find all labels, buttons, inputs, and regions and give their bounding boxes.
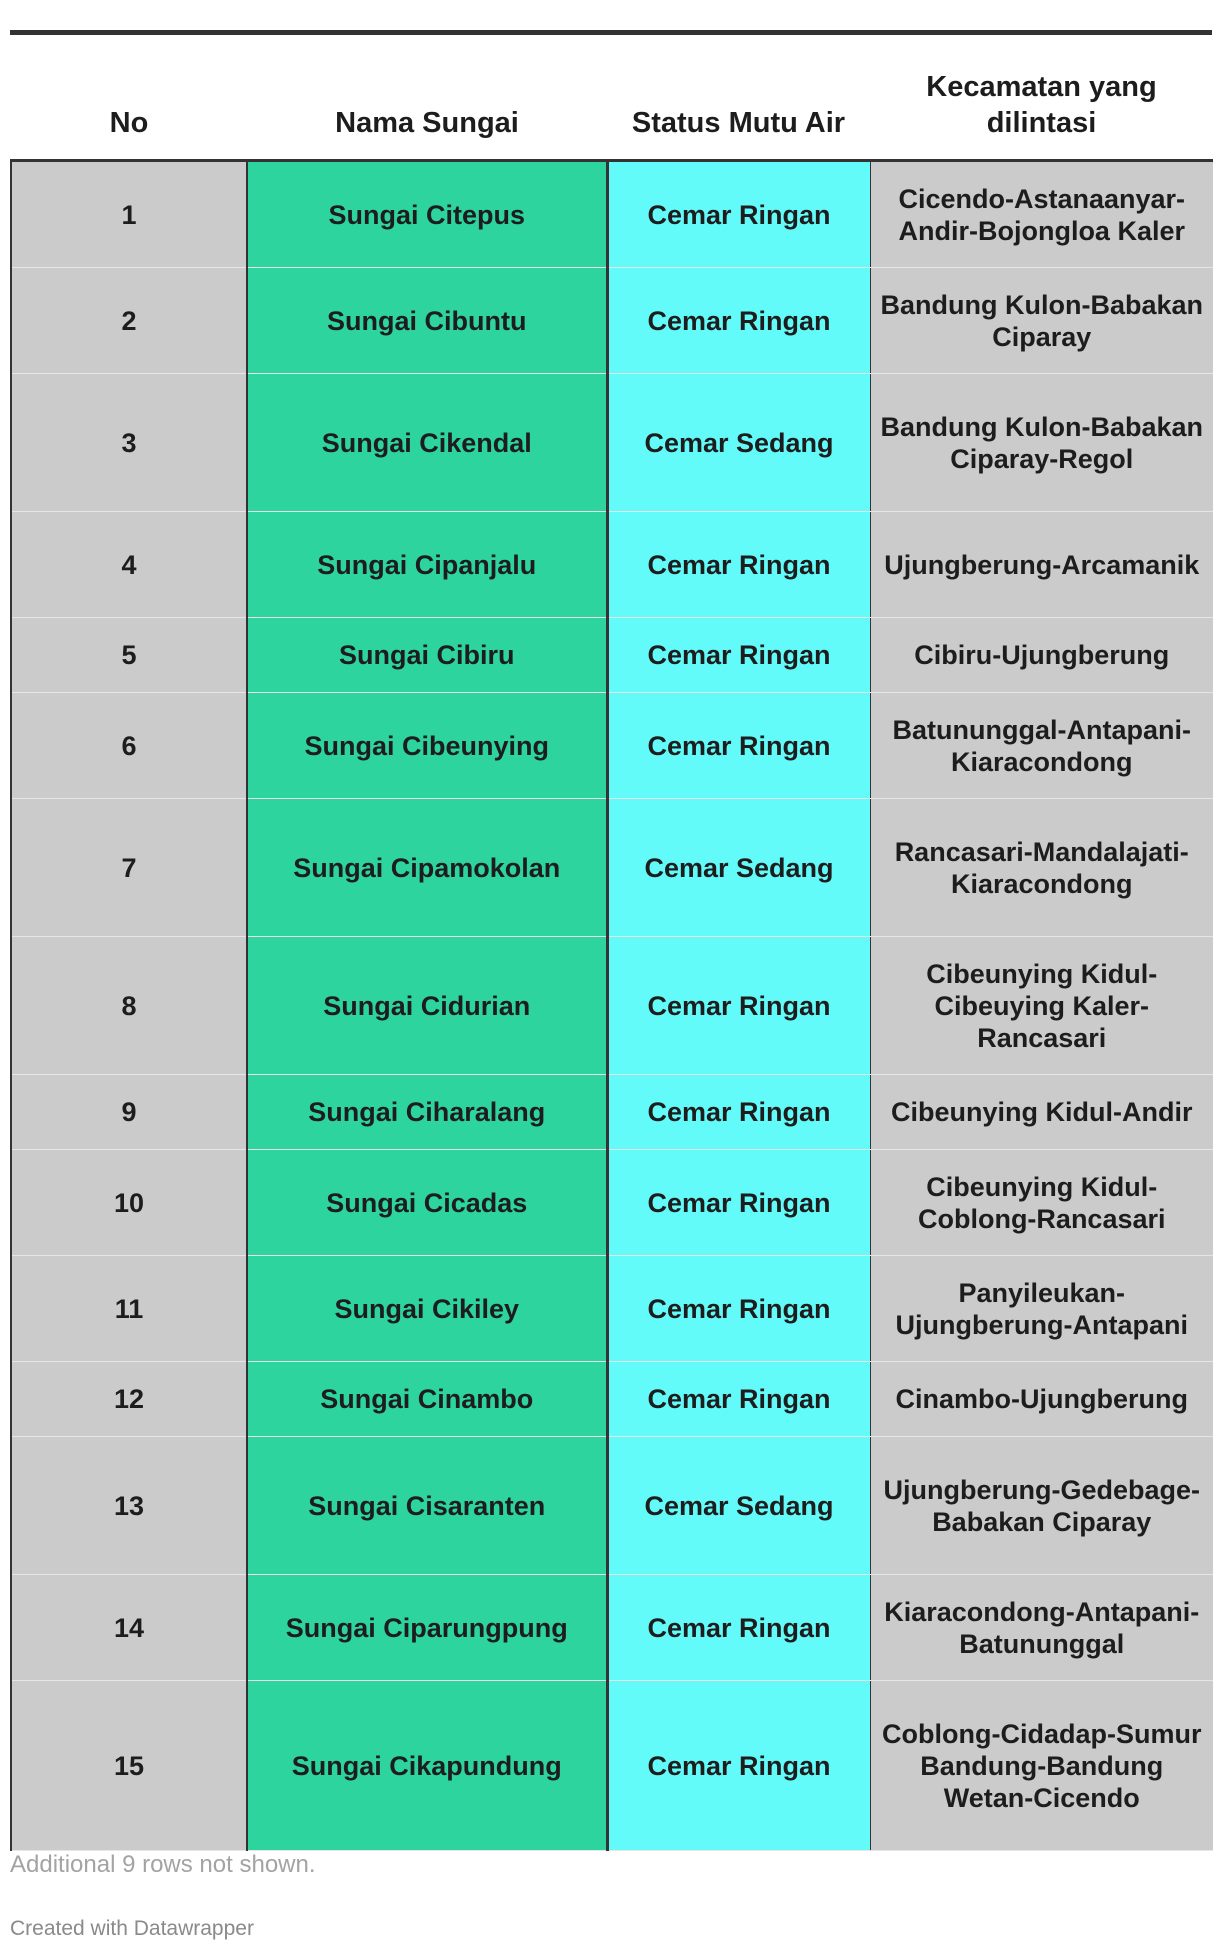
cell-no: 13: [11, 1437, 247, 1575]
cell-status: Cemar Ringan: [607, 1362, 870, 1437]
table-row: [11, 161, 1213, 268]
cell-no: 8: [11, 937, 247, 1075]
cell-kecamatan: Batununggal-Antapani-Kiaracondong: [870, 693, 1213, 799]
cell-no: 5: [11, 618, 247, 693]
cell-status: Cemar Ringan: [607, 618, 870, 693]
cell-no: 2: [11, 268, 247, 374]
cell-status: Cemar Ringan: [607, 268, 870, 374]
cell-kecamatan: Cinambo-Ujungberung: [870, 1362, 1213, 1437]
cell-no: 7: [11, 799, 247, 937]
cell-kecamatan: Panyileukan-Ujungberung-Antapani: [870, 1256, 1213, 1362]
cell-kecamatan: Cibeunying Kidul-Coblong-Rancasari: [870, 1150, 1213, 1256]
cell-status: Cemar Sedang: [607, 1437, 870, 1575]
datawrapper-credit[interactable]: Created with Datawrapper: [10, 1917, 254, 1940]
header-kecamatan[interactable]: Kecamatan yang dilintasi: [870, 35, 1213, 161]
cell-nama-sungai: Sungai Cipamokolan: [247, 799, 607, 937]
table-row: [11, 693, 1213, 799]
cell-nama-sungai: Sungai Cisaranten: [247, 1437, 607, 1575]
table-row: [11, 1075, 1213, 1150]
table-row: [11, 268, 1213, 374]
cell-nama-sungai: Sungai Cikendal: [247, 374, 607, 512]
cell-status: Cemar Ringan: [607, 1150, 870, 1256]
table-row: [11, 1150, 1213, 1256]
rows-hidden-note: Additional 9 rows not shown.: [10, 1851, 316, 1878]
header-row: [11, 35, 1213, 161]
cell-kecamatan: Ujungberung-Gedebage-Babakan Ciparay: [870, 1437, 1213, 1575]
cell-nama-sungai: Sungai Cinambo: [247, 1362, 607, 1437]
river-table-container: [10, 30, 1212, 1851]
cell-kecamatan: Kiaracondong-Antapani-Batununggal: [870, 1575, 1213, 1681]
cell-kecamatan: Cibeunying Kidul-Andir: [870, 1075, 1213, 1150]
cell-kecamatan: Rancasari-Mandalajati-Kiaracondong: [870, 799, 1213, 937]
cell-status: Cemar Ringan: [607, 693, 870, 799]
cell-kecamatan: Bandung Kulon-Babakan Ciparay-Regol: [870, 374, 1213, 512]
cell-kecamatan: Cibiru-Ujungberung: [870, 618, 1213, 693]
table-row: [11, 374, 1213, 512]
cell-nama-sungai: Sungai Ciparungpung: [247, 1575, 607, 1681]
header-no[interactable]: No: [11, 35, 247, 161]
cell-nama-sungai: Sungai Cikiley: [247, 1256, 607, 1362]
cell-status: Cemar Ringan: [607, 1075, 870, 1150]
cell-no: 4: [11, 512, 247, 618]
river-table: [10, 35, 1213, 1851]
cell-kecamatan: Cicendo-Astanaanyar-Andir-Bojongloa Kaler: [870, 161, 1213, 268]
cell-status: Cemar Sedang: [607, 799, 870, 937]
cell-nama-sungai: Sungai Citepus: [247, 161, 607, 268]
table-header: [11, 35, 1213, 161]
table-row: [11, 618, 1213, 693]
cell-no: 12: [11, 1362, 247, 1437]
cell-status: Cemar Ringan: [607, 161, 870, 268]
table-row: [11, 937, 1213, 1075]
cell-kecamatan: Ujungberung-Arcamanik: [870, 512, 1213, 618]
header-status-mutu-air[interactable]: Status Mutu Air: [607, 35, 870, 161]
cell-status: Cemar Sedang: [607, 374, 870, 512]
table-row: [11, 1256, 1213, 1362]
cell-nama-sungai: Sungai Cidurian: [247, 937, 607, 1075]
cell-no: 10: [11, 1150, 247, 1256]
header-nama-sungai[interactable]: Nama Sungai: [247, 35, 607, 161]
cell-no: 1: [11, 161, 247, 268]
cell-status: Cemar Ringan: [607, 937, 870, 1075]
cell-kecamatan: Cibeunying Kidul-Cibeuying Kaler-Rancasari: [870, 937, 1213, 1075]
cell-nama-sungai: Sungai Cibiru: [247, 618, 607, 693]
cell-nama-sungai: Sungai Cikapundung: [247, 1681, 607, 1851]
cell-no: 11: [11, 1256, 247, 1362]
cell-kecamatan: Coblong-Cidadap-Sumur Bandung-Bandung Wetan-Cicendo: [870, 1681, 1213, 1851]
cell-status: Cemar Ringan: [607, 1256, 870, 1362]
cell-kecamatan: Bandung Kulon-Babakan Ciparay: [870, 268, 1213, 374]
cell-status: Cemar Ringan: [607, 1681, 870, 1851]
cell-nama-sungai: Sungai Cicadas: [247, 1150, 607, 1256]
table-row: [11, 512, 1213, 618]
cell-no: 14: [11, 1575, 247, 1681]
table-row: [11, 1362, 1213, 1437]
cell-nama-sungai: Sungai Ciharalang: [247, 1075, 607, 1150]
cell-status: Cemar Ringan: [607, 1575, 870, 1681]
cell-no: 6: [11, 693, 247, 799]
cell-nama-sungai: Sungai Cibuntu: [247, 268, 607, 374]
table-body: [11, 161, 1213, 1851]
table-row: [11, 1575, 1213, 1681]
cell-status: Cemar Ringan: [607, 512, 870, 618]
cell-nama-sungai: Sungai Cipanjalu: [247, 512, 607, 618]
table-row: [11, 1437, 1213, 1575]
table-row: [11, 799, 1213, 937]
cell-no: 15: [11, 1681, 247, 1851]
table-row: [11, 1681, 1213, 1851]
cell-nama-sungai: Sungai Cibeunying: [247, 693, 607, 799]
cell-no: 9: [11, 1075, 247, 1150]
cell-no: 3: [11, 374, 247, 512]
